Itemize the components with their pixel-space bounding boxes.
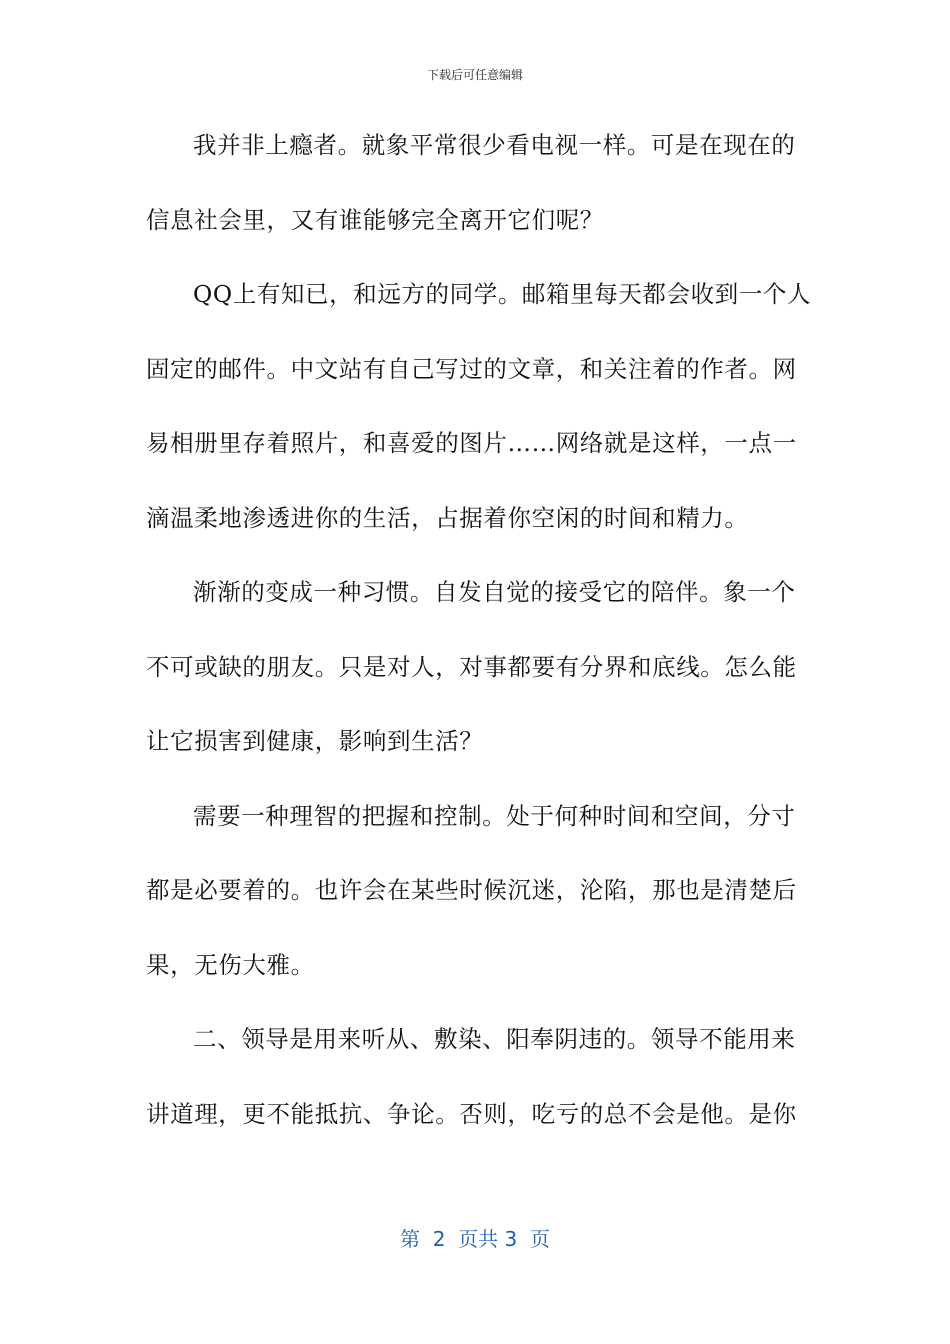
paragraph-line: 讲道理，更不能抵抗、争论。否则，吃亏的总不会是他。是你 [146,1099,797,1128]
paragraph-line: 信息社会里，又有谁能够完全离开它们呢？ [146,205,604,234]
paragraph-line: 固定的邮件。中文站有自己写过的文章，和关注着的作者。网 [146,354,797,383]
paragraph-line: 不可或缺的朋友。只是对人，对事都要有分界和底线。怎么能 [146,652,797,681]
paragraph-line: 让它损害到健康，影响到生活？ [146,727,484,755]
paragraph-line: QQ上有知已，和远方的同学。邮箱里每天都会收到一个人 [193,280,812,308]
paragraph-line: 滴温柔地渗透进你的生活，占据着你空闲的时间和精力。 [146,503,749,532]
document-body [146,117,812,1160]
paragraph-line: 果，无伤大雅。 [146,950,315,979]
paragraph-line: 渐渐的变成一种习惯。自发自觉的接受它的陪伴。象一个 [193,578,796,606]
paragraph-line: 都是必要着的。也许会在某些时候沉迷，沦陷，那也是清楚后 [146,876,797,904]
paragraph-line: 易相册里存着照片，和喜爱的图片……网络就是这样，一点一 [146,429,797,457]
paragraph-line: 二、领导是用来听从、敷染、阳奉阴违的。领导不能用来 [193,1025,796,1053]
page-number-footer: 第 2 页共 3 页 [400,1227,550,1251]
paragraph-line: 需要一种理智的把握和控制。处于何种时间和空间，分寸 [193,801,796,830]
page-header-note: 下载后可任意编辑 [426,68,523,82]
paragraph-line: 我并非上瘾者。就象平常很少看电视一样。可是在现在的 [193,131,796,159]
